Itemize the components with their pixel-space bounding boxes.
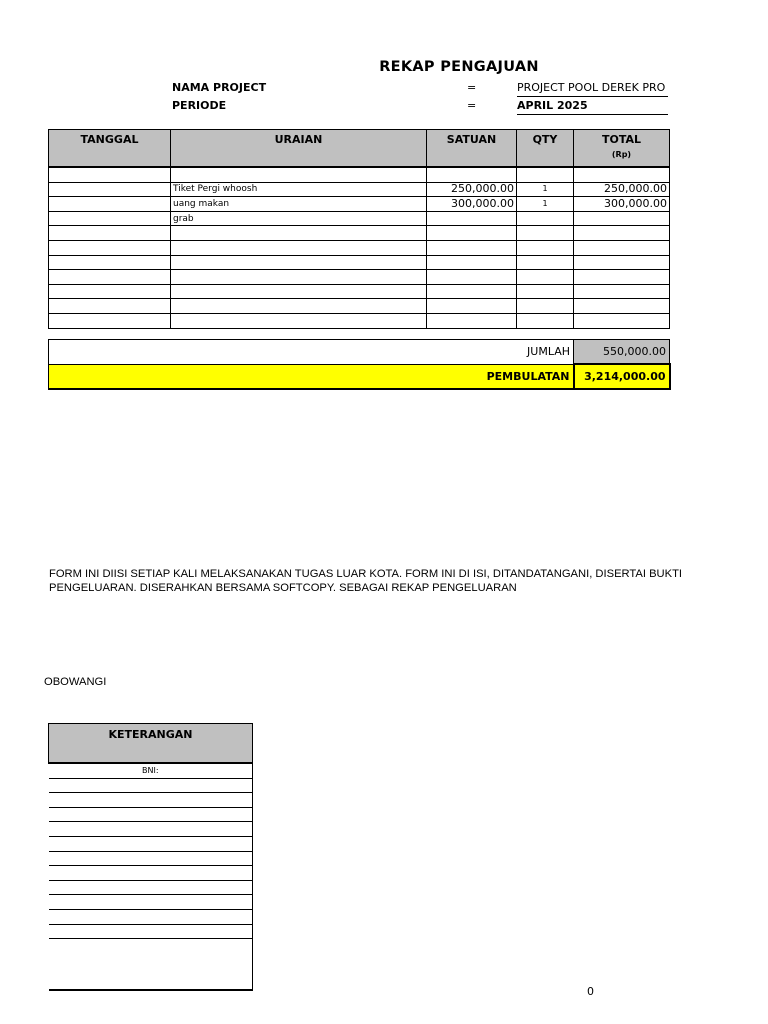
cell-qty: 1	[517, 182, 574, 197]
cell-qty	[517, 270, 574, 285]
cell-satuan	[427, 211, 517, 226]
keterangan-table	[48, 723, 253, 991]
period-equals: =	[467, 99, 477, 112]
pembulatan-value: 3,214,000.00	[574, 364, 670, 389]
cell-uraian	[171, 226, 427, 241]
keterangan-row	[49, 866, 253, 881]
jumlah-label: JUMLAH	[49, 340, 574, 365]
expense-table-header	[49, 130, 670, 168]
cell-qty	[517, 299, 574, 314]
cell-satuan	[427, 270, 517, 285]
cell-qty	[517, 284, 574, 299]
cell-total: 250,000.00	[574, 182, 670, 197]
table-row	[49, 197, 670, 212]
cell-total: 300,000.00	[574, 197, 670, 212]
cell-satuan	[427, 255, 517, 270]
cell-qty: 1	[517, 197, 574, 212]
cell-uraian: grab	[171, 211, 427, 226]
cell-total	[574, 284, 670, 299]
cell-tanggal	[49, 167, 171, 182]
table-row	[49, 270, 670, 285]
table-row	[49, 182, 670, 197]
cell-tanggal	[49, 211, 171, 226]
col-total-unit: (Rp)	[611, 150, 632, 159]
table-row	[49, 284, 670, 299]
expense-table	[48, 129, 670, 329]
jumlah-value: 550,000.00	[574, 340, 670, 365]
cell-uraian	[171, 240, 427, 255]
cell-satuan: 250,000.00	[427, 182, 517, 197]
table-row	[49, 313, 670, 328]
cell-total	[574, 255, 670, 270]
period-value: APRIL 2025	[517, 99, 668, 115]
project-label: NAMA PROJECT	[172, 81, 267, 94]
cell-tanggal	[49, 240, 171, 255]
cell-uraian	[171, 167, 427, 182]
table-row	[49, 255, 670, 270]
keterangan-row	[49, 924, 253, 939]
cell-qty	[517, 255, 574, 270]
cell-uraian: Tiket Pergi whoosh	[171, 182, 427, 197]
instruction-note: FORM INI DIISI SETIAP KALI MELAKSANAKAN TUGAS LUAR KOTA. FORM INI DI ISI, DITANDATANGANI, DISERTAI BUKTI PENGELUARAN. DISERAHKAN BERSAMA SOFTCOPY. SEBAGAI REKAP PENGELUARAN	[49, 568, 683, 594]
cell-qty	[517, 240, 574, 255]
page-number: 0	[587, 985, 594, 998]
keterangan-row	[49, 851, 253, 866]
keterangan-row	[49, 895, 253, 910]
cell-total	[574, 226, 670, 241]
cell-uraian: uang makan	[171, 197, 427, 212]
cell-satuan	[427, 240, 517, 255]
col-total	[574, 130, 670, 168]
pembulatan-label: PEMBULATAN	[49, 364, 574, 389]
keterangan-row	[49, 807, 253, 822]
keterangan-row	[49, 836, 253, 851]
cell-satuan	[427, 226, 517, 241]
cell-total	[574, 167, 670, 182]
cell-total	[574, 270, 670, 285]
col-total-label: TOTAL	[601, 133, 642, 146]
project-equals: =	[467, 81, 477, 94]
cell-tanggal	[49, 284, 171, 299]
col-qty: QTY	[517, 130, 574, 168]
cell-satuan	[427, 313, 517, 328]
col-uraian: URAIAN	[171, 130, 427, 168]
cell-satuan	[427, 299, 517, 314]
cell-uraian	[171, 255, 427, 270]
jumlah-row	[49, 340, 670, 365]
cell-tanggal	[49, 313, 171, 328]
cell-total	[574, 299, 670, 314]
summary-table	[48, 339, 671, 390]
table-row	[49, 299, 670, 314]
period-label: PERIODE	[172, 99, 227, 112]
cell-satuan	[427, 284, 517, 299]
cell-qty	[517, 211, 574, 226]
cell-tanggal	[49, 226, 171, 241]
cell-tanggal	[49, 270, 171, 285]
keterangan-row	[49, 778, 253, 793]
table-row	[49, 167, 670, 182]
cell-satuan	[427, 167, 517, 182]
cell-total	[574, 240, 670, 255]
keterangan-row	[49, 793, 253, 808]
cell-tanggal	[49, 255, 171, 270]
keterangan-row	[49, 880, 253, 895]
cell-total	[574, 211, 670, 226]
table-row	[49, 211, 670, 226]
keterangan-blank-area	[49, 939, 253, 991]
cell-qty	[517, 313, 574, 328]
cell-tanggal	[49, 182, 171, 197]
cell-qty	[517, 167, 574, 182]
project-value: PROJECT POOL DEREK PRO	[517, 81, 668, 97]
page-title: REKAP PENGAJUAN	[379, 59, 539, 75]
keterangan-row	[49, 822, 253, 837]
col-tanggal: TANGGAL	[49, 130, 171, 168]
cell-uraian	[171, 299, 427, 314]
city-text: OBOWANGI	[44, 676, 107, 688]
cell-tanggal	[49, 299, 171, 314]
keterangan-row	[49, 909, 253, 924]
cell-uraian	[171, 313, 427, 328]
cell-total	[574, 313, 670, 328]
table-row	[49, 240, 670, 255]
keterangan-header: KETERANGAN	[49, 724, 253, 764]
cell-qty	[517, 226, 574, 241]
col-satuan: SATUAN	[427, 130, 517, 168]
cell-uraian	[171, 270, 427, 285]
cell-tanggal	[49, 197, 171, 212]
pembulatan-row	[49, 364, 670, 389]
cell-satuan: 300,000.00	[427, 197, 517, 212]
keterangan-row: BNI:	[49, 763, 253, 778]
cell-uraian	[171, 284, 427, 299]
table-row	[49, 226, 670, 241]
